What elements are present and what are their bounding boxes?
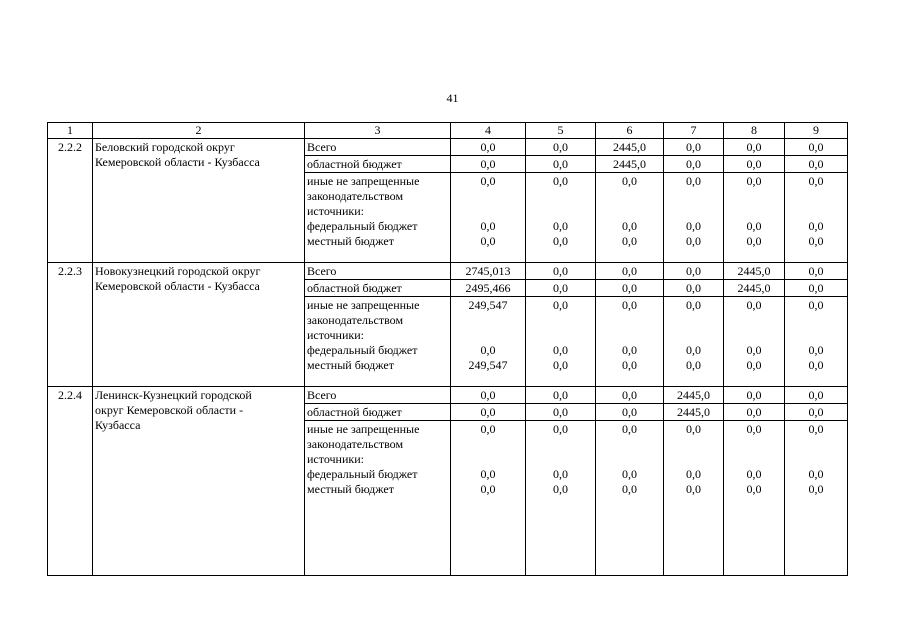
value-line: 0,0 xyxy=(622,467,637,481)
value-cell: 0,0 xyxy=(451,387,526,404)
value-line: 0,0 xyxy=(553,467,568,481)
value-line: 0,0 xyxy=(686,298,701,312)
municipality-name-line: Кемеровской области - Кузбасса xyxy=(95,279,260,293)
funding-source xyxy=(305,387,451,404)
value-line: 0,0 xyxy=(808,234,824,248)
value-line xyxy=(666,189,721,204)
funding-source-line: законодательством xyxy=(307,313,404,327)
table-row xyxy=(48,263,848,280)
value-line xyxy=(453,189,523,204)
value-cell: 0,0 xyxy=(596,387,664,404)
funding-source xyxy=(305,297,451,387)
funding-source-line: иные не запрещенные xyxy=(307,298,420,312)
value-line: 0,0 xyxy=(553,174,568,188)
value-line: 0,0 xyxy=(622,358,637,372)
value-line xyxy=(787,437,845,452)
municipality-name-line: Новокузнецкий городской округ xyxy=(95,264,261,278)
value-cell xyxy=(451,297,526,387)
value-cell xyxy=(785,173,848,263)
funding-source xyxy=(305,156,451,173)
funding-source-line: Всего xyxy=(307,140,337,154)
column-header: 9 xyxy=(785,123,848,139)
municipality-name xyxy=(93,263,305,387)
column-header: 4 xyxy=(451,123,526,139)
value-line: 0,0 xyxy=(553,343,568,357)
value-line: 0,0 xyxy=(622,174,637,188)
value-line xyxy=(666,452,721,467)
funding-source-line: законодательством xyxy=(307,189,404,203)
funding-source-line: федеральный бюджет xyxy=(307,219,418,233)
value-line xyxy=(666,437,721,452)
funding-source-line: Всего xyxy=(307,388,337,402)
value-line: 0,0 xyxy=(553,298,568,312)
row-code: 2.2.3 xyxy=(48,263,93,387)
value-cell: 0,0 xyxy=(785,139,848,156)
value-line xyxy=(453,313,523,328)
value-line xyxy=(453,452,523,467)
value-line: 0,0 xyxy=(808,298,824,312)
value-cell: 2445,0 xyxy=(724,280,785,297)
value-line: 0,0 xyxy=(622,482,637,496)
value-line: 0,0 xyxy=(686,422,701,436)
value-cell xyxy=(526,421,596,576)
value-line: 0,0 xyxy=(746,219,762,233)
budget-table xyxy=(47,122,848,576)
funding-source-line: иные не запрещенные xyxy=(307,174,420,188)
funding-source-line: местный бюджет xyxy=(307,358,394,372)
funding-source xyxy=(305,139,451,156)
value-cell xyxy=(664,297,724,387)
value-line: 0,0 xyxy=(622,343,637,357)
value-cell xyxy=(664,421,724,576)
value-line: 0,0 xyxy=(808,358,824,372)
value-cell: 2445,0 xyxy=(596,156,664,173)
value-cell: 2445,0 xyxy=(724,263,785,280)
value-line: 0,0 xyxy=(480,219,496,233)
value-line xyxy=(598,204,661,219)
value-line xyxy=(528,452,593,467)
value-line xyxy=(666,328,721,343)
value-line: 0,0 xyxy=(746,467,762,481)
value-line xyxy=(726,437,782,452)
value-cell xyxy=(664,173,724,263)
value-cell xyxy=(596,173,664,263)
value-cell: 0,0 xyxy=(451,139,526,156)
row-code: 2.2.2 xyxy=(48,139,93,263)
value-cell: 0,0 xyxy=(596,263,664,280)
value-cell: 0,0 xyxy=(596,404,664,421)
value-line xyxy=(528,189,593,204)
funding-source-line: федеральный бюджет xyxy=(307,343,418,357)
value-line xyxy=(666,313,721,328)
value-line: 0,0 xyxy=(808,219,824,233)
value-line xyxy=(726,204,782,219)
value-line: 0,0 xyxy=(746,422,762,436)
value-line: 0,0 xyxy=(686,482,701,496)
municipality-name xyxy=(93,139,305,263)
value-cell: 0,0 xyxy=(526,280,596,297)
value-line xyxy=(598,452,661,467)
value-line: 249,547 xyxy=(468,298,508,312)
value-cell: 0,0 xyxy=(785,263,848,280)
value-cell: 0,0 xyxy=(596,280,664,297)
value-line: 0,0 xyxy=(480,482,496,496)
value-line: 249,547 xyxy=(468,358,508,372)
column-header: 3 xyxy=(305,123,451,139)
value-cell xyxy=(724,421,785,576)
value-line: 0,0 xyxy=(746,298,762,312)
value-line: 0,0 xyxy=(553,219,568,233)
value-line xyxy=(528,204,593,219)
value-line xyxy=(726,328,782,343)
value-line xyxy=(598,313,661,328)
value-cell: 0,0 xyxy=(664,263,724,280)
value-cell xyxy=(526,297,596,387)
funding-source-line: федеральный бюджет xyxy=(307,467,418,481)
value-line xyxy=(453,437,523,452)
funding-source xyxy=(305,263,451,280)
column-header: 7 xyxy=(664,123,724,139)
header-row xyxy=(48,123,848,139)
value-line: 0,0 xyxy=(808,343,824,357)
value-line: 0,0 xyxy=(808,174,824,188)
row-code: 2.2.4 xyxy=(48,387,93,576)
value-line: 0,0 xyxy=(746,174,762,188)
funding-source-line: законодательством xyxy=(307,437,404,451)
value-line xyxy=(598,189,661,204)
value-cell: 0,0 xyxy=(785,280,848,297)
municipality-name-line: Кузбасса xyxy=(95,418,141,432)
value-cell: 0,0 xyxy=(664,156,724,173)
value-line: 0,0 xyxy=(480,422,496,436)
value-cell: 0,0 xyxy=(526,139,596,156)
value-line: 0,0 xyxy=(622,234,637,248)
value-line: 0,0 xyxy=(480,174,496,188)
funding-source-line: источники: xyxy=(307,328,364,342)
value-cell: 0,0 xyxy=(526,156,596,173)
value-cell: 0,0 xyxy=(785,156,848,173)
value-line: 0,0 xyxy=(686,343,701,357)
municipality-name xyxy=(93,387,305,576)
funding-source-line: местный бюджет xyxy=(307,482,394,496)
column-header: 6 xyxy=(596,123,664,139)
table-row xyxy=(48,387,848,404)
page-number: 41 xyxy=(446,91,459,105)
value-cell: 0,0 xyxy=(724,156,785,173)
value-cell: 2445,0 xyxy=(664,404,724,421)
value-cell: 0,0 xyxy=(785,404,848,421)
value-cell xyxy=(451,421,526,576)
value-cell: 2445,0 xyxy=(596,139,664,156)
value-line xyxy=(787,189,845,204)
value-line xyxy=(787,328,845,343)
value-line: 0,0 xyxy=(553,422,568,436)
value-line: 0,0 xyxy=(480,234,496,248)
value-line: 0,0 xyxy=(746,358,762,372)
value-cell: 0,0 xyxy=(724,139,785,156)
funding-source xyxy=(305,404,451,421)
municipality-name-line: округ Кемеровской области - xyxy=(95,403,244,417)
value-line: 0,0 xyxy=(553,234,568,248)
funding-source-line: областной бюджет xyxy=(307,405,402,419)
value-cell: 0,0 xyxy=(526,404,596,421)
funding-source-line: источники: xyxy=(307,204,364,218)
value-line: 0,0 xyxy=(622,219,637,233)
value-line: 0,0 xyxy=(686,467,701,481)
value-line: 0,0 xyxy=(622,298,637,312)
funding-source-line: областной бюджет xyxy=(307,157,402,171)
funding-source xyxy=(305,280,451,297)
value-line xyxy=(726,189,782,204)
funding-source xyxy=(305,173,451,263)
value-cell: 0,0 xyxy=(724,404,785,421)
value-line xyxy=(598,328,661,343)
funding-source-line: иные не запрещенные xyxy=(307,422,420,436)
funding-source-line: местный бюджет xyxy=(307,234,394,248)
value-cell xyxy=(785,297,848,387)
value-cell xyxy=(724,297,785,387)
municipality-name-line: Беловский городской округ xyxy=(95,140,235,154)
value-line xyxy=(666,204,721,219)
value-line: 0,0 xyxy=(686,174,701,188)
value-cell xyxy=(596,297,664,387)
value-line xyxy=(528,313,593,328)
value-line: 0,0 xyxy=(686,219,701,233)
funding-source-line: Всего xyxy=(307,264,337,278)
value-line: 0,0 xyxy=(746,482,762,496)
value-line xyxy=(528,328,593,343)
column-header: 5 xyxy=(526,123,596,139)
table-row xyxy=(48,139,848,156)
funding-source-line: источники: xyxy=(307,452,364,466)
value-line xyxy=(726,452,782,467)
value-line: 0,0 xyxy=(622,422,637,436)
value-line: 0,0 xyxy=(746,343,762,357)
value-cell: 0,0 xyxy=(785,387,848,404)
value-cell xyxy=(785,421,848,576)
value-cell: 0,0 xyxy=(664,139,724,156)
value-cell: 0,0 xyxy=(724,387,785,404)
value-line: 0,0 xyxy=(480,467,496,481)
value-line xyxy=(726,313,782,328)
funding-source-line: областной бюджет xyxy=(307,281,402,295)
column-header: 1 xyxy=(48,123,93,139)
value-line: 0,0 xyxy=(553,358,568,372)
value-line xyxy=(453,328,523,343)
value-line: 0,0 xyxy=(808,482,824,496)
value-cell xyxy=(724,173,785,263)
value-line: 0,0 xyxy=(686,358,701,372)
column-header: 2 xyxy=(93,123,305,139)
value-cell xyxy=(526,173,596,263)
funding-source xyxy=(305,421,451,576)
value-cell xyxy=(451,173,526,263)
value-cell: 0,0 xyxy=(526,387,596,404)
value-cell: 0,0 xyxy=(664,280,724,297)
value-line xyxy=(453,204,523,219)
value-cell: 0,0 xyxy=(451,156,526,173)
value-line xyxy=(528,437,593,452)
value-line: 0,0 xyxy=(808,467,824,481)
value-line: 0,0 xyxy=(808,422,824,436)
value-line xyxy=(787,313,845,328)
value-cell: 2495,466 xyxy=(451,280,526,297)
value-cell xyxy=(596,421,664,576)
value-cell: 2445,0 xyxy=(664,387,724,404)
value-line: 0,0 xyxy=(686,234,701,248)
value-line xyxy=(598,437,661,452)
municipality-name-line: Ленинск-Кузнецкий городской xyxy=(95,388,252,402)
value-line: 0,0 xyxy=(553,482,568,496)
value-line: 0,0 xyxy=(746,234,762,248)
value-line: 0,0 xyxy=(480,343,496,357)
value-line xyxy=(787,452,845,467)
value-line xyxy=(787,204,845,219)
column-header: 8 xyxy=(724,123,785,139)
value-cell: 0,0 xyxy=(451,404,526,421)
municipality-name-line: Кемеровской области - Кузбасса xyxy=(95,155,260,169)
value-cell: 0,0 xyxy=(526,263,596,280)
value-cell: 2745,013 xyxy=(451,263,526,280)
